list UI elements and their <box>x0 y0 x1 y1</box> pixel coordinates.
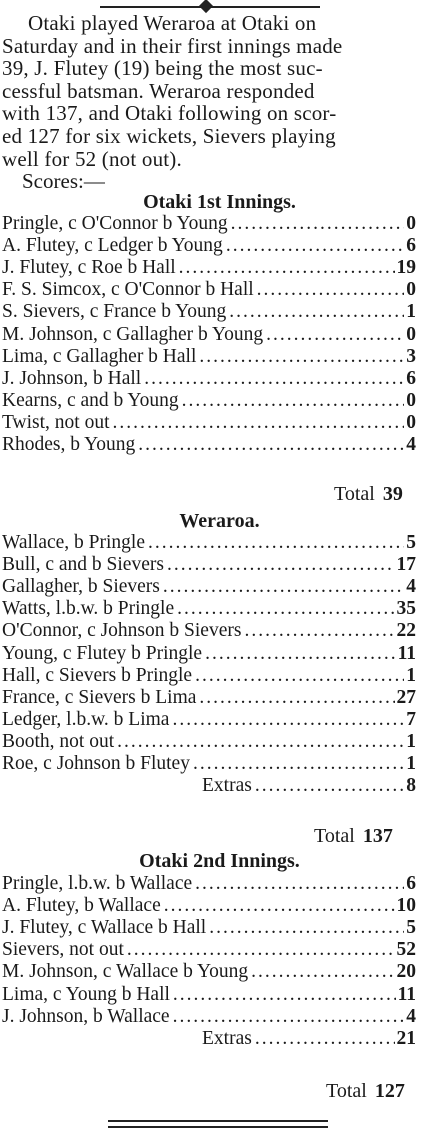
leader-dots <box>196 687 394 709</box>
total-value: 39 <box>382 483 403 505</box>
leader-dots <box>192 665 404 687</box>
batsman-dismissal: M. Johnson, c Wallace b Young <box>2 961 249 983</box>
batsman-row <box>2 1006 416 1028</box>
leader-dots <box>254 279 405 301</box>
batsman-score: 0 <box>406 213 416 235</box>
batsman-row <box>2 620 416 642</box>
leader-dots <box>252 775 404 797</box>
batsman-score: 35 <box>396 598 416 620</box>
batsman-dismissal: A. Flutey, b Wallace <box>2 895 161 917</box>
leader-dots <box>135 434 404 456</box>
batsman-dismissal: Kearns, c and b Young <box>2 389 179 411</box>
leader-dots <box>252 1028 395 1050</box>
batsman-row <box>2 257 416 279</box>
batsman-score: 6 <box>406 367 416 389</box>
batsman-score: 1 <box>406 664 416 686</box>
bottom-separator-rule <box>108 1120 328 1122</box>
batsman-row <box>2 873 416 895</box>
leader-dots <box>161 895 395 917</box>
batsman-score: 1 <box>406 730 416 752</box>
batsman-dismissal: Pringle, l.b.w. b Wallace <box>2 873 193 895</box>
leader-dots <box>190 753 404 775</box>
batsman-dismissal: O'Connor, c Johnson b Sievers <box>2 620 242 642</box>
batsman-row <box>2 368 416 390</box>
batsman-row <box>2 576 416 598</box>
leader-dots <box>169 709 404 731</box>
innings-heading: Otaki 1st Innings. <box>143 191 296 213</box>
scores-label: Scores:— <box>22 169 105 193</box>
batsman-score: 4 <box>406 1005 416 1027</box>
extras-label: Extras <box>202 775 252 797</box>
batsman-dismissal: A. Flutey, c Ledger b Young <box>2 235 223 257</box>
batsman-score: 4 <box>406 434 416 456</box>
total-label: Total <box>334 483 375 505</box>
batsman-score: 52 <box>396 939 416 961</box>
batsman-row <box>2 235 416 257</box>
batsman-score: 7 <box>406 708 416 730</box>
report-line: with 137, and Otaki following on scor- <box>2 101 337 126</box>
batsman-score: 22 <box>396 620 416 642</box>
leader-dots <box>170 1006 405 1028</box>
batsman-score: 0 <box>406 389 416 411</box>
scorecard-weraroa <box>2 532 416 797</box>
leader-dots <box>263 324 404 346</box>
batsman-score: 17 <box>396 554 416 576</box>
batsman-dismissal: Pringle, c O'Connor b Young <box>2 213 228 235</box>
batsman-dismissal: Lima, c Gallagher b Hall <box>2 345 197 367</box>
batsman-dismissal: Gallagher, b Sievers <box>2 576 160 598</box>
leader-dots <box>164 554 395 576</box>
leader-dots <box>179 390 405 412</box>
batsman-score: 19 <box>396 257 416 279</box>
batsman-row <box>2 939 416 961</box>
batsman-row <box>2 731 416 753</box>
report-line: Saturday and in their first innings made <box>2 33 343 58</box>
batsman-dismissal: Ledger, l.b.w. b Lima <box>2 708 170 730</box>
batsman-dismissal: J. Flutey, c Roe b Hall <box>2 257 176 279</box>
batsman-row <box>2 917 416 939</box>
batsman-dismissal: Lima, c Young b Hall <box>2 983 170 1005</box>
batsman-dismissal: Young, c Flutey b Pringle <box>2 642 203 664</box>
batsman-score: 27 <box>396 686 416 708</box>
report-line: well for 52 (not out). <box>2 146 182 171</box>
batsman-dismissal: Roe, c Johnson b Flutey <box>2 753 190 775</box>
batsman-score: 10 <box>396 895 416 917</box>
batsman-row <box>2 961 416 983</box>
batsman-row <box>2 390 416 412</box>
total-label: Total <box>326 1080 367 1102</box>
leader-dots <box>202 643 395 665</box>
batsman-dismissal: Watts, l.b.w. b Pringle <box>2 598 175 620</box>
batsman-score: 0 <box>406 323 416 345</box>
batsman-dismissal: Hall, c Sievers b Pringle <box>2 664 193 686</box>
batsman-dismissal: J. Flutey, c Wallace b Hall <box>2 917 207 939</box>
batsman-row <box>2 709 416 731</box>
leader-dots <box>141 368 404 390</box>
batsman-dismissal: Booth, not out <box>2 730 115 752</box>
batsman-row <box>2 983 416 1005</box>
batsman-dismissal: Bull, c and b Sievers <box>2 554 164 576</box>
batsman-dismissal: France, c Sievers b Lima <box>2 686 197 708</box>
leader-dots <box>170 984 396 1006</box>
batsman-dismissal: J. Johnson, b Hall <box>2 367 142 389</box>
batsman-dismissal: M. Johnson, c Gallagher b Young <box>2 323 264 345</box>
leader-dots <box>145 532 404 554</box>
total-value: 137 <box>362 825 393 847</box>
innings-total <box>326 1080 405 1102</box>
batsman-row <box>2 554 416 576</box>
leader-dots <box>176 257 395 279</box>
batsman-dismissal: Sievers, not out <box>2 939 124 961</box>
leader-dots <box>124 939 395 961</box>
innings-total <box>314 825 393 847</box>
batsman-dismissal: Rhodes, b Young <box>2 434 136 456</box>
innings-heading: Weraroa. <box>179 510 260 532</box>
leader-dots <box>206 917 404 939</box>
scorecard-otaki-1st <box>2 213 416 456</box>
report-line: Otaki played Weraroa at Otaki on <box>28 11 317 35</box>
leader-dots <box>114 731 404 753</box>
leader-dots <box>248 961 394 983</box>
batsman-score: 20 <box>396 961 416 983</box>
batsman-score: 5 <box>406 532 416 554</box>
batsman-dismissal: F. S. Simcox, c O'Connor b Hall <box>2 279 254 301</box>
batsman-score: 0 <box>406 411 416 433</box>
total-label: Total <box>314 825 355 847</box>
batsman-score: 0 <box>406 279 416 301</box>
batsman-row <box>2 301 416 323</box>
innings-total <box>334 483 403 505</box>
batsman-score: 1 <box>406 301 416 323</box>
batsman-score: 11 <box>397 642 416 664</box>
batsman-score: 4 <box>406 576 416 598</box>
bottom-separator-rule <box>108 1126 328 1128</box>
leader-dots <box>226 301 404 323</box>
leader-dots <box>241 620 394 642</box>
leader-dots <box>223 235 404 257</box>
extras-score: 8 <box>406 775 416 797</box>
extras-label: Extras <box>202 1027 252 1049</box>
total-value: 127 <box>374 1080 405 1102</box>
batsman-row <box>2 279 416 301</box>
report-line: 39, J. Flutey (19) being the most suc- <box>2 56 323 81</box>
batsman-row <box>2 213 416 235</box>
extras-score: 21 <box>396 1027 416 1049</box>
batsman-score: 6 <box>406 235 416 257</box>
batsman-row <box>2 323 416 345</box>
batsman-row <box>2 895 416 917</box>
batsman-score: 6 <box>406 873 416 895</box>
batsman-dismissal: J. Johnson, b Wallace <box>2 1005 170 1027</box>
batsman-row <box>2 412 416 434</box>
batsman-row <box>2 753 416 775</box>
innings-heading: Otaki 2nd Innings. <box>139 850 300 872</box>
extras-row <box>2 775 416 797</box>
batsman-row <box>2 434 416 456</box>
scorecard-otaki-2nd <box>2 873 416 1050</box>
batsman-row <box>2 532 416 554</box>
batsman-dismissal: Wallace, b Pringle <box>2 532 146 554</box>
leader-dots <box>196 346 404 368</box>
batsman-score: 11 <box>397 983 416 1005</box>
report-line: ed 127 for six wickets, Sievers playing <box>2 123 336 148</box>
report-line: cessful batsman. Weraroa responded <box>2 78 315 103</box>
batsman-row <box>2 346 416 368</box>
leader-dots <box>110 412 405 434</box>
extras-row <box>2 1028 416 1050</box>
batsman-dismissal: S. Sievers, c France b Young <box>2 301 227 323</box>
batsman-score: 3 <box>406 345 416 367</box>
leader-dots <box>192 873 404 895</box>
batsman-row <box>2 687 416 709</box>
batsman-row <box>2 665 416 687</box>
leader-dots <box>228 213 405 235</box>
batsman-row <box>2 642 416 664</box>
leader-dots <box>174 598 394 620</box>
batsman-score: 1 <box>406 753 416 775</box>
batsman-score: 5 <box>406 917 416 939</box>
leader-dots <box>160 576 404 598</box>
match-report-paragraph <box>2 12 420 170</box>
batsman-row <box>2 598 416 620</box>
batsman-dismissal: Twist, not out <box>2 411 110 433</box>
